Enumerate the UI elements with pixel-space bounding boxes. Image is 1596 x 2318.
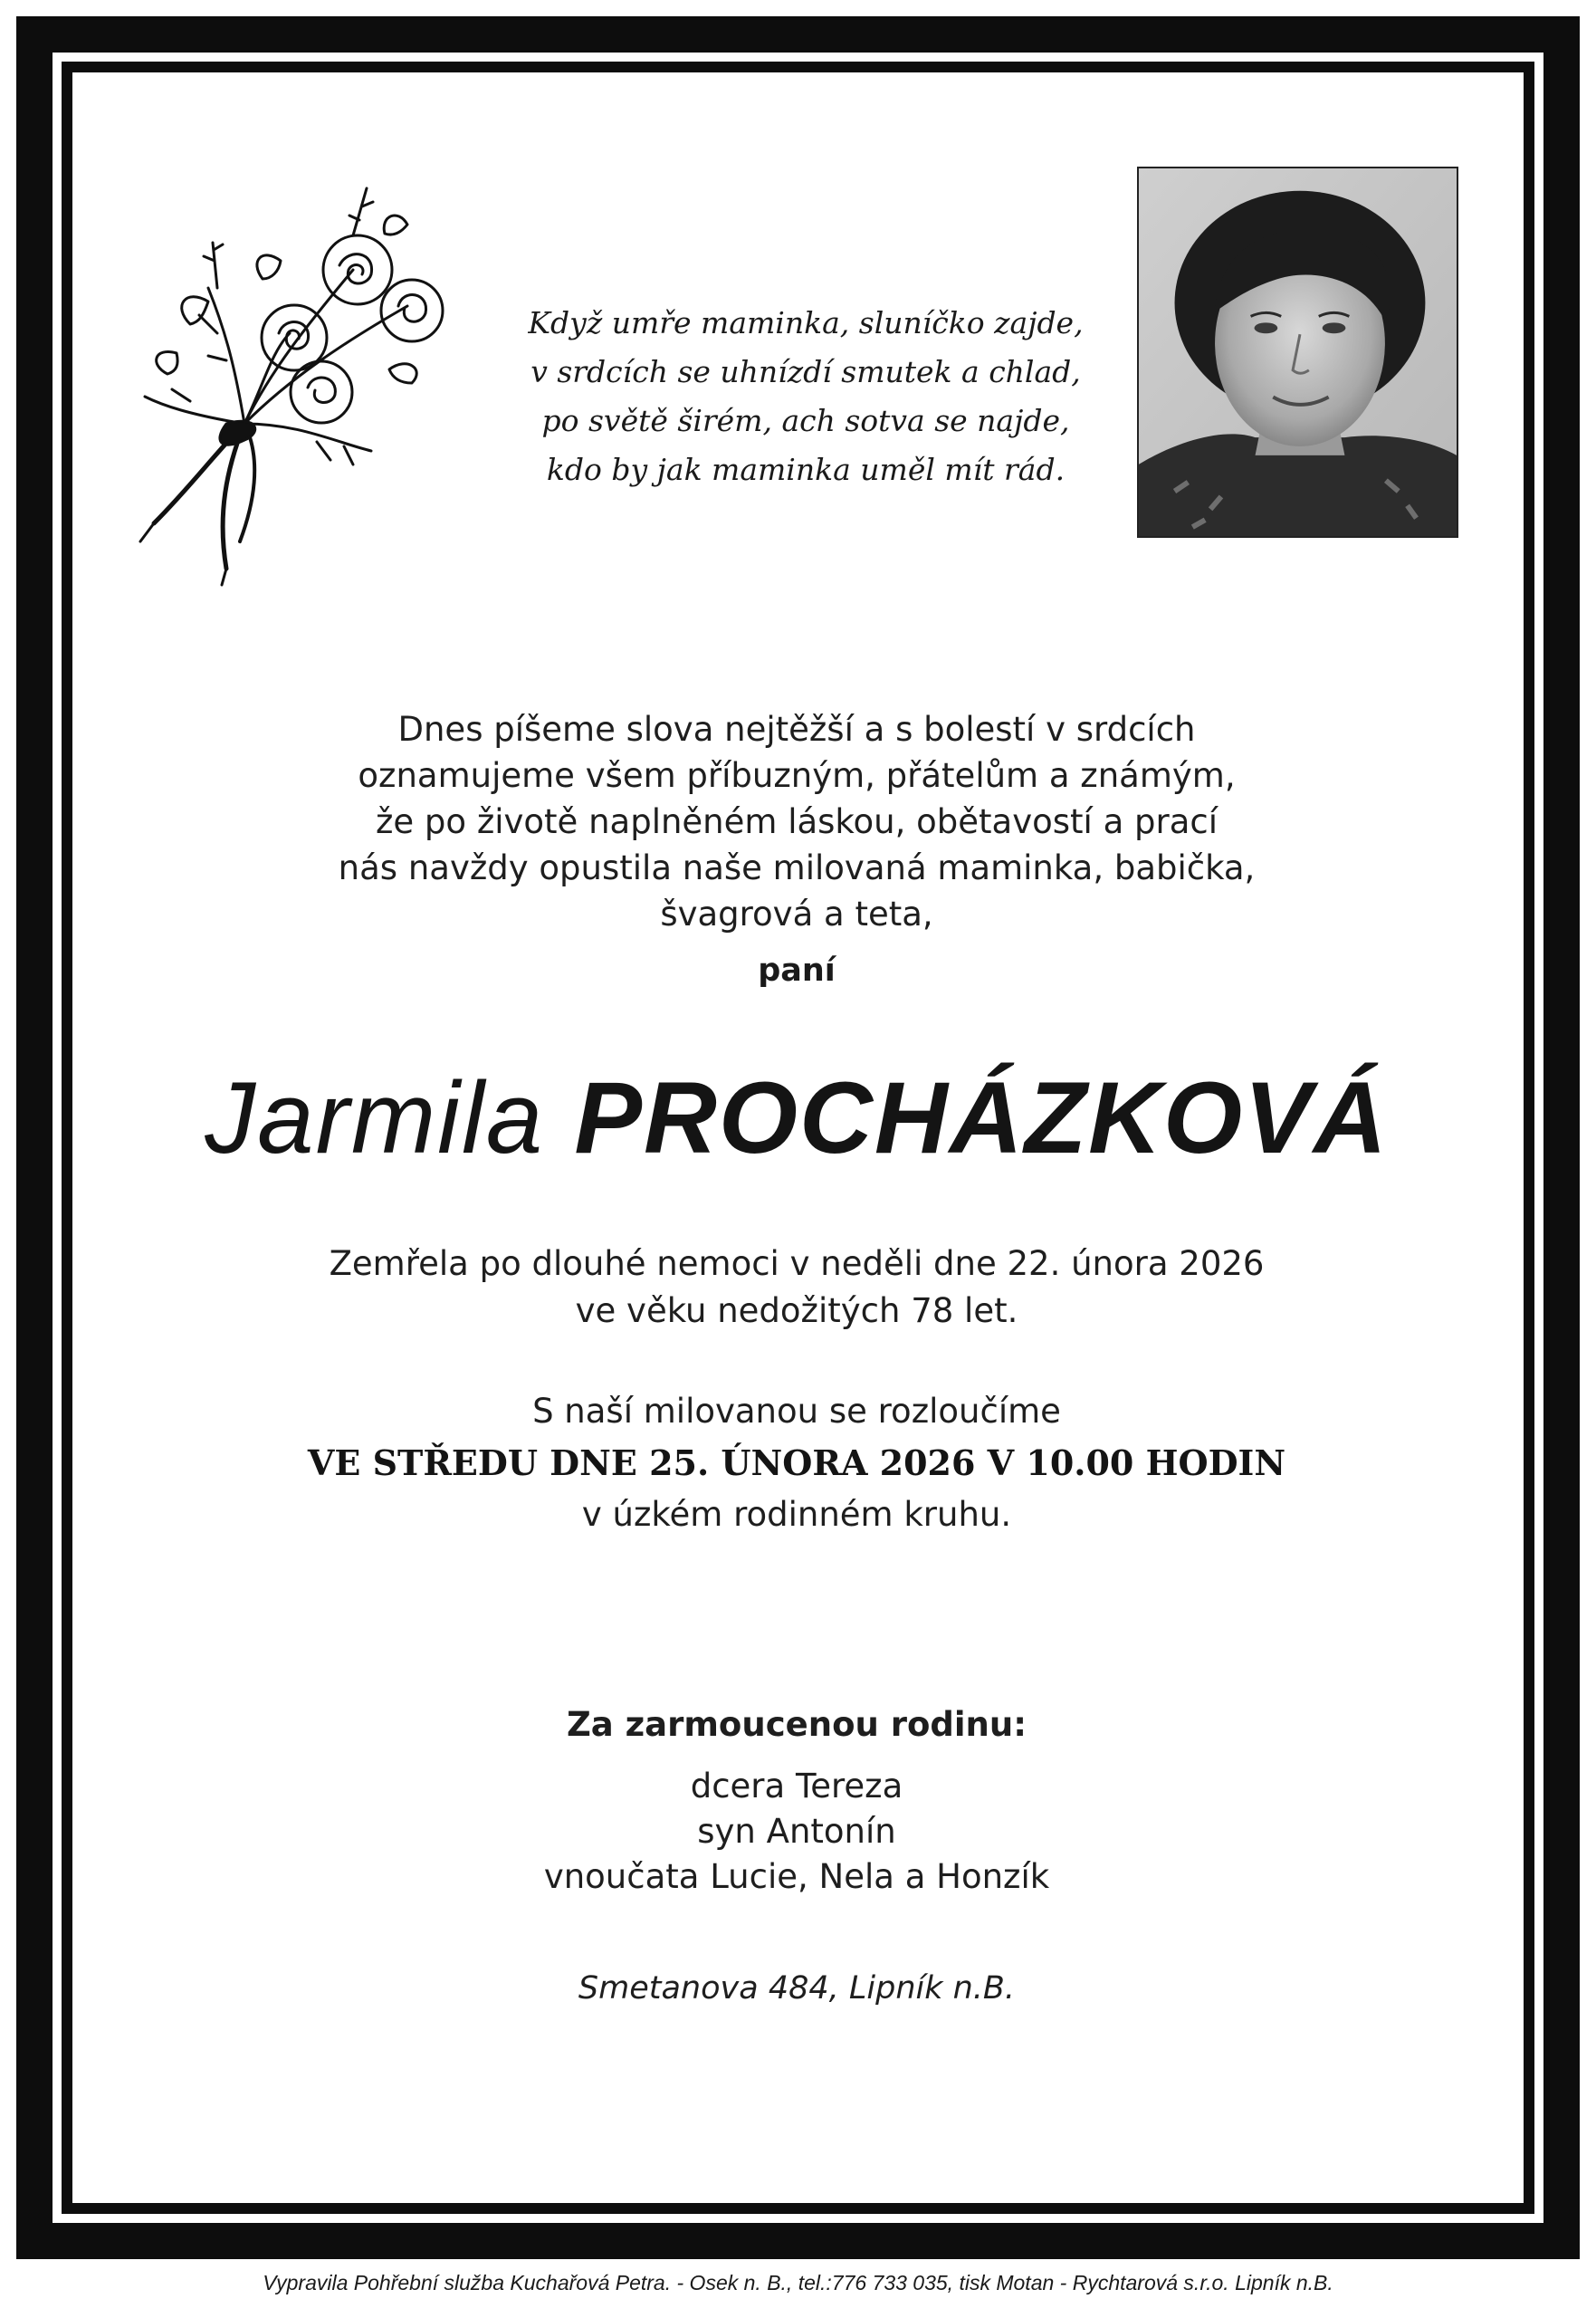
honorific: paní <box>758 953 836 989</box>
roses-illustration <box>136 152 507 587</box>
deceased-name <box>127 1059 1467 1177</box>
poem-line: v srdcích se uhnízdí smutek a chlad, <box>530 354 1081 389</box>
ceremony-datetime: VE STŘEDU DNE 25. ÚNORA 2026 V 10.00 HODIN <box>307 1442 1286 1483</box>
announcement-line: nás navždy opustila naše milovaná maminka, babička, <box>338 848 1256 887</box>
funeral-service-footer: Vypravila Pohřební služba Kuchařová Petra. - Osek n. B., tel.:776 733 035, tisk Motan - Rychtarová s.r.o. Lipník n.B. <box>263 2271 1333 2294</box>
deceased-first-name: Jarmila <box>205 1061 545 1174</box>
announcement-line: švagrová a teta, <box>660 895 933 934</box>
family-heading: Za zarmoucenou rodinu: <box>566 1705 1027 1744</box>
family-member: dcera Tereza <box>690 1767 903 1806</box>
death-info <box>253 1240 1340 1335</box>
family-member: vnoučata Lucie, Nela a Honzík <box>543 1857 1050 1896</box>
ceremony-note: v úzkém rodinném kruhu. <box>581 1495 1012 1534</box>
family-member: syn Antonín <box>697 1812 896 1851</box>
death-info-line: Zemřela po dlouhé nemoci v neděli dne 22. února 2026 <box>329 1244 1265 1283</box>
farewell-ceremony <box>208 1385 1385 1540</box>
announcement-line: oznamujeme všem příbuzným, přátelům a známým, <box>358 756 1236 795</box>
mourning-family <box>344 1702 1249 1900</box>
poem-line: Když umře maminka, sluníčko zajde, <box>528 305 1084 340</box>
announcement-line: Dnes píšeme slova nejtěžší a s bolestí v srdcích <box>397 710 1196 749</box>
announcement-line: že po životě naplněném láskou, obětavostí a prací <box>375 802 1219 841</box>
ceremony-intro: S naší milovanou se rozloučíme <box>532 1392 1061 1431</box>
announcement-text <box>253 706 1340 937</box>
portrait-photo <box>1137 167 1458 538</box>
poem <box>489 299 1123 494</box>
deceased-last-name: PROCHÁZKOVÁ <box>574 1061 1389 1174</box>
death-info-line: ve věku nedožitých 78 let. <box>575 1291 1018 1330</box>
family-address: Smetanova 484, Lipník n.B. <box>578 1970 1016 2007</box>
poem-line: po světě širém, ach sotva se najde, <box>541 403 1070 438</box>
poem-line: kdo by jak maminka uměl mít rád. <box>546 452 1066 487</box>
